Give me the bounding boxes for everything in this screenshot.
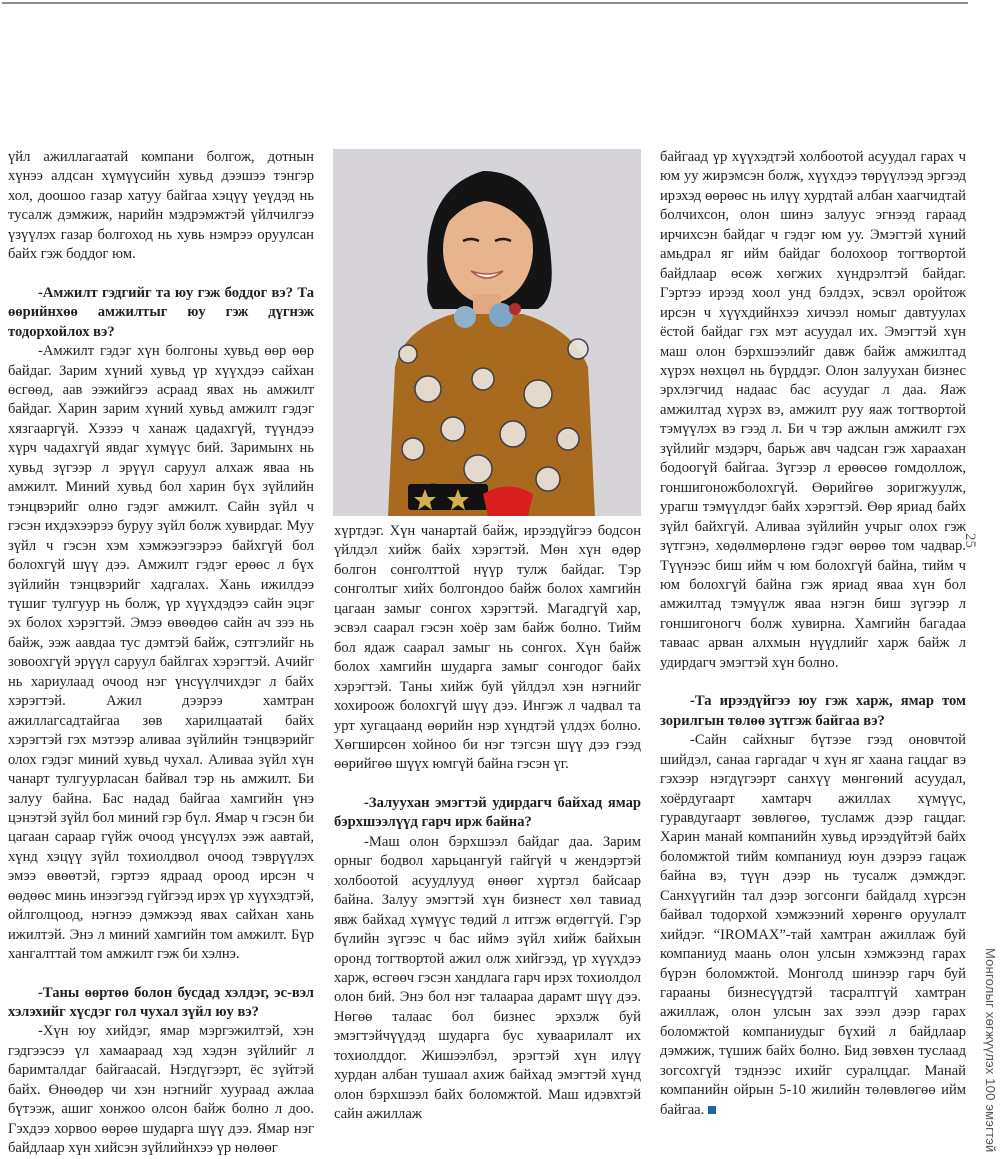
interview-question: -Амжилт гэдгийг та юу гэж боддог вэ? Та өөрийнхөө амжилтыг юу гэж дүгнэж тодорхойлох вэ? bbox=[8, 284, 314, 340]
page-number: 25 bbox=[962, 533, 978, 548]
portrait-illustration bbox=[333, 149, 641, 516]
paragraph: хүртдэг. Хүн чанартай байж, ирээдүйгээ бодсон үйлдэл хийж байх хэрэгтэй. Мөн хүн өдөр болгон сонголттой нүүр тулж байдаг. Тэр сонголтыг хийх болгондоо байж болох хамгийн цагаан замыг сонгох хэрэгтэй. Магадгүй хар, эсвэл саарал гэсэн хоёр зам байж болно. Тийм бол ядаж саарал замыг нь сонгох. Хүн байж болох хамгийн шударга замыг сонгодог байх хэрэгтэй. Таны хийж буй үйлдэл хэн нэгнийг хохироож болохгүй шүү дээ. Ингэж л чадвал та урт хугацаанд өөрийн нэр хүндтэй үлдэх болно. Хөгширсөн хойноо би нэг тэгсэн шүү дээ гээд өөрийгөө шүүх юмгүй байна гэсэн үг. bbox=[334, 523, 641, 773]
red-bow bbox=[483, 487, 533, 517]
paragraph: үйл ажиллагаатай компани болгож, дотнын хүнээ алдсан хүмүүсийн хувьд дээшээ тэнгэр хол, доошоо газар хатуу байгаа хэцүү үеүдэд нь тусалж дэмжиж, нарийн мэдрэмжтэй үйлчилгээ үзүүлэх газар болгоход нь хувь нэмрээ оруулсан байх гэж боддог юм. bbox=[8, 149, 314, 263]
portrait-photo bbox=[333, 149, 641, 516]
end-of-article-mark bbox=[708, 1106, 716, 1114]
paragraph: -Маш олон бэрхшээл байдаг даа. Зарим орныг бодвол харьцангуй гайгүй ч жендэртэй холбоотой асуудлууд өнөөг хүртэл байсаар байна. Залуу эмэгтэй хүн бизнест хөл тавиад явж байхад хүмүүс төдий л итгэж өгдөггүй. Гэр бүлийн зүгээс ч бас иймэ зүйл хийж байхын оронд тогтвортой ажил олж хийгээд, үр хүүхдээ харж, өсгөөч гэсэн хандлага гарч ирэх тохиолдол олон бий. Энэ бол нэг талаараа дарамт шүү дээ. Нөгөө талаас бол бизнес эрхэлж буй эмэгтэйчүүдэд шударга бус хуваарилалт их тохиолддог. Жишээлбэл, эрэгтэй хүн илүү хурдан албан тушаал ахиж байхад эмэгтэй хүнд олон бэрхшээл байх боломжтой. Маш идэвхтэй сайн ажиллаж bbox=[334, 833, 641, 1123]
interview-question: -Залуухан эмэгтэй удирдагч байхад ямар бэрхшээлүүд гарч ирж байна? bbox=[334, 794, 641, 831]
article-column-2 bbox=[334, 522, 641, 1125]
paragraph: -Амжилт гэдэг хүн болгоны хувьд өөр өөр байдаг. Зарим хүний хувьд үр хүүхдээ сайхан өсгөөд, аав ээжийгээ асраад явах нь амжилт байдаг. Харин зарим хүний хувьд амжилт гэдэг хязгааргүй. Хэзээ ч ханаж цадахгүй, түүндээ хүрч чадахгүй явдаг хүмүүс бий. Заримынх нь хувьд зүгээр л эрүүл саруул алхаж яваа нь амжилт. Миний хувьд бол харин бүх зүйлийн тэнцвэрийг олно гэдэг амжилт. Сайн зүйл ч гэсэн ихдэхээрээ буруу зүйл болж хувирдаг. Муу зүйл ч гэсэн хэм хэмжээгээрээ байхгүй бол болохгүй шүү дээ. Амжилт гэдэг ерөөс л бүх зүйлийн тэнцвэрийг хадгалах. Хань ижилдээ түшиг тулгуур нь болж, үр хүүхдэдээ сайн эцэг эх болох хэрэгтэй. Эмээ өвөөдөө сайн ач зээ нь байж, ээж аавдаа тус дэмтэй байж, сэтгэлийг нь зовоохгүй эрүүл саруул байлгах хэрэгтэй. Ачийг нь хариулаад очоод нэг үнсүүлчихдэг л байх хэрэгтэй. Ажил дээрээ хамтран ажиллагсадтайгаа зөв харилцаатай байх хэрэгтэй гэх мэтээр аливаа зүйлийн тэнцвэрийг олох гэдэг миний хувьд чухал. Аливаа зүйл хүн чанарт тулгуурласан байвал тэр нь амжилт. Би залуу байна. Бас надад байгаа хамгийн үнэ цэнэтэй зүйл бол миний гэр бүл. Ямар ч гэсэн би цагаан сараар гүйж очоод үнсүүлэх ээж аавтай, хүнд хэцүү зүйл тохиолдвол очоод тэврүүлэх эмээ өвөөтэй, гэртээ ядраад ороод ирсэн ч өөдөөс минь инээгээд гүйгээд ирэх үр хүүхэдтэй, ойлголцоод, нэгнээ дэмжээд явах сайхан хань ижилтэй. Энэ л миний хамгийн том амжилт. Бүр хангалттай том амжилт гэж би хэлнэ. bbox=[8, 343, 314, 963]
side-caption: Монголыг хөгжүүлэх 100 эмэгтэй bbox=[983, 948, 998, 1153]
article-column-3 bbox=[660, 148, 966, 1120]
top-rule bbox=[2, 2, 968, 4]
paragraph: байгаад үр хүүхэдтэй холбоотой асуудал гарах ч юм уу жирэмсэн болж, хүүхдээ төрүүлээд эргээд ирэхэд өөрөөс нь илүү хурдтай албан хаагчидтай болчихсон, олон шинэ залуус эгнээд гараад ирчихсэн байдаг ч гэдэг юм уу. Эмэгтэй хүний амьдрал яг ийм байдаг болохоор тогтвортой байдлаар өсөж хөгжих хүндрэлтэй байдаг. Гэртээ ирээд хоол унд бэлдэх, эсвэл оройтож ирсэн ч хүүхдийнхээ хичээл номыг давтуулах ёстой байдаг гэх мэт асуудал их. Эмэгтэй хүн маш олон бэрхшээлийг давж байж амжилтад хүрэх нөхцөл нь бүрддэг. Олон залуухан бизнес эрхлэгчид надаас бас асуудаг л даа. Яаж амжилтад хүрэх вэ, амжилт руу яаж тогтвортой тэмүүлэх вэ гээд л. Би ч тэр ажлын амжилт гэх зүйлийг мэдэрч, барьж авч чадсан гэж хараахан бодоогүй байгаа. Зүгээр л ерөөсөө гомдоллож, гоншигоножболохгүй. Өөрийгөө зоригжуулж, урагш тэмүүлдэг байх хэрэгтэй. Өөр яриад байх зүйл байхгүй. Аливаа зүйлийн учрыг олох гэж зүтгэнэ, хөдөлмөрлөнө гэдэг өөрөө том чадвар. Түүнээс биш ийм ч юм болохгүй байна, тийм ч юм болохгүй байна гэж яриад яваа хүн бол амжилтад тэмүүлж яваа нэгэн биш зүгээр л гоншигоногч болж хувирна. Хамгийн багадаа таваас арван алхмын нүүдлийг харж байж л удирдагч эмэгтэй хүн болно. bbox=[660, 149, 966, 671]
interview-question: -Та ирээдүйгээ юу гэж харж, ямар том зорилгын төлөө зүтгэж байгаа вэ? bbox=[660, 693, 966, 729]
paragraph: -Сайн сайхныг бүтээе гээд оновчтой шийдэл, санаа гаргадаг ч хүн яг хаана гацдаг вэ гэхээр нэгдүгээрт санхүү мөнгөний асуудал, хоёрдугаарт хамтарч ажиллах хүмүүс, гуравдугаарт зөвлөгөө, тусламж дээр гацдаг. Харин манай компанийн хувьд ирээдүйтэй байх боломжтой тийм компаниуд юун дээрээ гацаж байна вэ, түүн дээр нь тусалж дэмждэг. Санхүүгийн тал дээр зогсонги байдалд хүрсэн байвал тодорхой хэмжээний хөрөнгө оруулалт хийдэг. “IROMAX”-тай хамтран ажиллаж буй компаниуд маань олон улсын хэмжээнд гарах бүрэн боломжтой. Монголд шинээр гарч буй гарааны бизнесүүдтэй тасралтгүй хамтран ажиллаж, олон улсын зах зээл дээр гарах боломжтой компаниудыг бүхий л байдлаар дэмжиж, түшиж байх болно. Бид зөвхөн туслаад зогсохгүй тэднээс ихийг суралцдаг. Манай компанийн ойрын 5-10 жилийн төлөвлөгөө ийм байгаа. bbox=[660, 732, 966, 1118]
paragraph: -Хүн юу хийдэг, ямар мэргэжилтэй, хэн гэдгээсээ үл хамаараад хэд хэдэн зүйлийг л баримталдаг байгаасай. Нэгдүгээрт, ёс зүйтэй байх. Өнөөдөр чи хэн нэгнийг хуураад ажлаа бүтээж, ашиг хонжоо олсон байж болно л доо. Гэхдээ хорвоо өөрөө шударга шүү дээ. Ямар нэг байдлаар хүн хийсэн зүйлийнхээ үр нөлөөг bbox=[8, 1023, 314, 1157]
interview-question: -Таны өөртөө болон бусдад хэлдэг, эс-вэл хэлэхийг хүсдэг гол чухал зүйл юу вэ? bbox=[8, 984, 314, 1021]
article-column-1 bbox=[8, 148, 314, 1159]
